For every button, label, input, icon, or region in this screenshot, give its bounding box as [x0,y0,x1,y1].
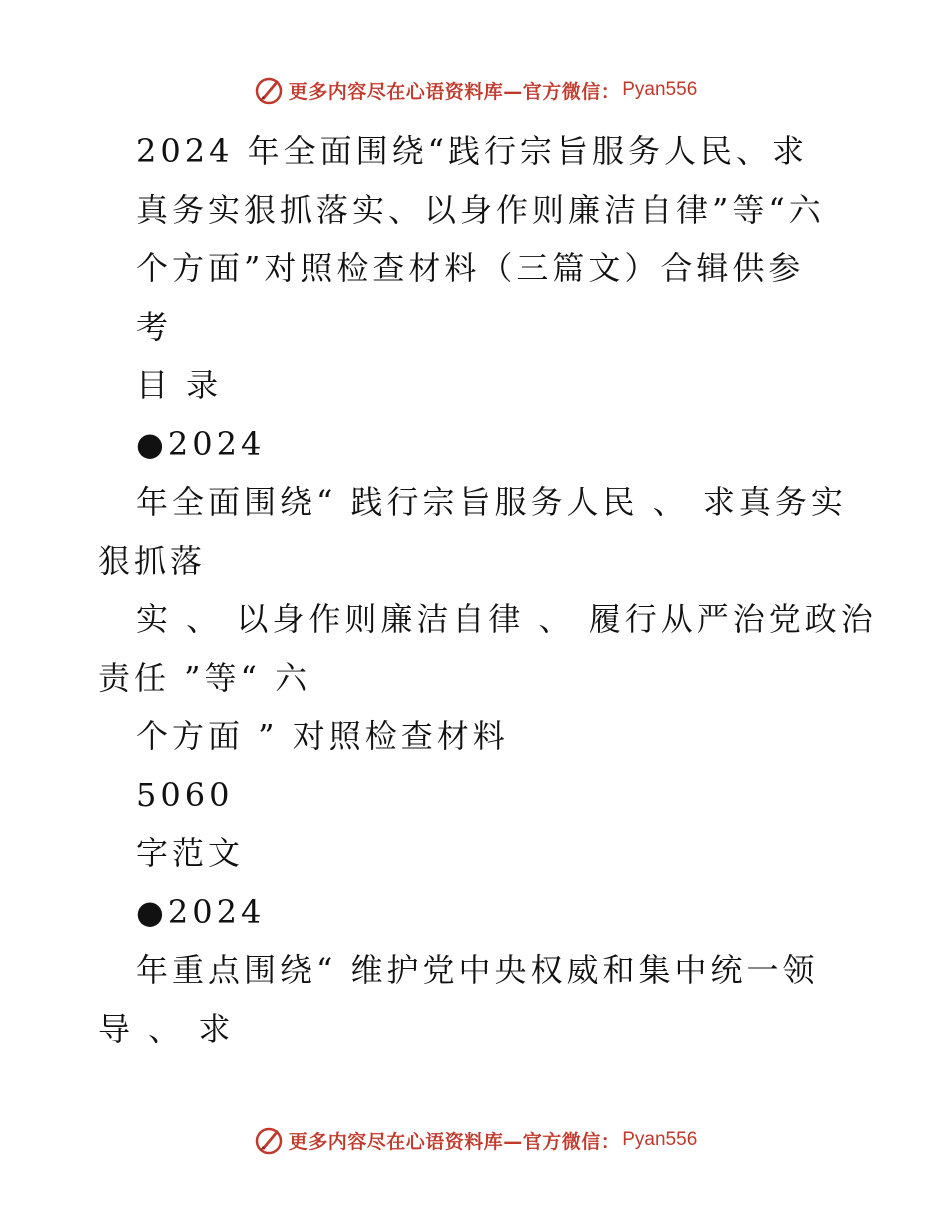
watermark-wechat-id: Pyan556 [622,1129,698,1150]
title-line-4: 考 [136,307,173,346]
header-watermark [0,70,950,110]
toc-item-1-bullet: ●2024 [136,424,266,463]
toc-item-2-line-1: 年重点围绕“ 维护党中央权威和集中统一领 [136,951,819,989]
toc-item-1-word-count: 5060 [136,775,234,814]
watermark-wechat-id: Pyan556 [622,79,698,100]
toc-item-1-line-1: 年全面围绕“ 践行宗旨服务人民 、 求真务实 [136,483,847,521]
toc-heading: 目 录 [136,366,223,404]
quill-logo-icon [253,1124,285,1156]
footer-watermark [0,1120,950,1160]
title-line-1: 2024 年全面围绕“践行宗旨服务人民、求 [136,132,808,170]
toc-item-1-line-5: 个方面 ” 对照检查材料 [136,717,509,755]
quill-logo-icon [253,74,285,106]
toc-item-1-line-3: 实 、 以身作则廉洁自律 、 履行从严治党政治 [136,600,877,638]
toc-item-2-bullet: ●2024 [136,892,266,931]
toc-item-2-line-2: 导 、 求 [98,1009,235,1048]
title-line-2: 真务实狠抓落实、以身作则廉洁自律”等“六 [136,190,825,229]
watermark-text: 更多内容尽在心语资料库—官方微信： [288,80,621,103]
document-body [98,122,898,1058]
toc-item-1-line-2: 狠抓落 [98,541,207,580]
title-line-3: 个方面”对照检查材料（三篇文）合辑供参 [136,249,805,287]
toc-item-1-line-4: 责任 ”等“ 六 [98,658,312,697]
toc-item-1-suffix: 字范文 [136,834,245,872]
watermark-text: 更多内容尽在心语资料库—官方微信： [288,1130,621,1153]
